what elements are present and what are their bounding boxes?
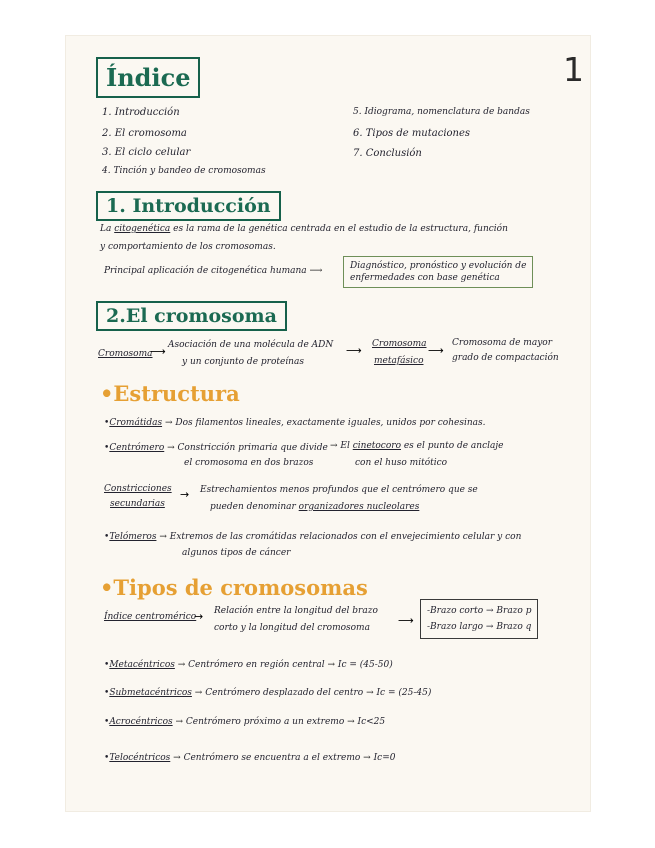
arrow-icon: ⟶	[309, 266, 323, 276]
constrictions-term-2: secundarias	[110, 499, 165, 509]
telomere-line-2: algunos tipos de cáncer	[182, 548, 291, 558]
arrow-icon: ⟶	[150, 345, 166, 358]
chromosome-title: 2.El cromosoma	[96, 301, 287, 331]
intro-title: 1. Introducción	[96, 191, 281, 221]
centromere-line-1: •Centrómero → Constricción primaria que divide	[104, 443, 328, 453]
kinetochore-line-2: con el huso mitótico	[355, 458, 448, 468]
application-box: Diagnóstico, pronóstico y evolución de enfermedades con base genética	[343, 256, 533, 288]
arrow-icon: ⟶	[346, 344, 362, 357]
type-metacentric: •Metacéntricos → Centrómero en región central → Ic = (45-50)	[104, 660, 393, 670]
constrictions-term-1: Constricciones	[104, 484, 172, 494]
index-item-3: 3. El ciclo celular	[102, 147, 191, 158]
application-label: Principal aplicación de citogenética humana ⟶	[104, 266, 323, 276]
constrictions-line-2: pueden denominar organizadores nucleolares	[210, 502, 420, 512]
metaphase-chromosome-2: metafásico	[374, 356, 424, 366]
index-item-2: 2. El cromosoma	[102, 128, 187, 139]
index-item-4: 4. Tinción y bandeo de cromosomas	[102, 166, 266, 176]
index-item-6: 6. Tipos de mutaciones	[353, 128, 471, 139]
arrow-icon: ⟶	[428, 344, 444, 357]
citogenetica-term: citogenética	[114, 224, 171, 234]
page-number: 1	[563, 50, 584, 89]
index-item-5: 5. Idiograma, nomenclatura de bandas	[353, 107, 530, 117]
centromeric-index-def-1: Relación entre la longitud del brazo	[214, 606, 378, 616]
type-telocentric: •Telocéntricos → Centrómero se encuentra a el extremo → Ic=0	[104, 753, 396, 763]
chromatids-line: •Cromátidas → Dos filamentos lineales, exactamente iguales, unidos por cohesinas.	[104, 418, 486, 428]
telomere-line-1: •Telómeros → Extremos de las cromátidas relacionados con el envejecimiento celular y con	[104, 532, 522, 542]
type-acrocentric: •Acrocéntricos → Centrómero próximo a un extremo → Ic<25	[104, 717, 386, 727]
type-submetacentric: •Submetacéntricos → Centrómero desplazado del centro → Ic = (25-45)	[104, 688, 432, 698]
types-title: •Tipos de cromosomas	[100, 575, 368, 600]
chromosome-def-2: y un conjunto de proteínas	[182, 357, 304, 367]
intro-line-2: y comportamiento de los cromosomas.	[100, 242, 276, 252]
condensed-1: Cromosoma de mayor	[452, 338, 553, 348]
structure-title: •Estructura	[100, 381, 240, 406]
arrow-icon: ⟶	[398, 614, 414, 627]
metaphase-chromosome-1: Cromosoma	[372, 339, 427, 349]
centromeric-index-def-2: corto y la longitud del cromosoma	[214, 623, 370, 633]
index-title: Índice	[96, 57, 200, 98]
chromosome-def-1: Asociación de una molécula de ADN	[168, 340, 334, 350]
kinetochore-line-1: → El cinetocoro es el punto de anclaje	[330, 441, 504, 451]
constrictions-line-1: Estrechamientos menos profundos que el centrómero que se	[200, 485, 478, 495]
centromere-line-2: el cromosoma en dos brazos	[184, 458, 314, 468]
index-item-7: 7. Conclusión	[353, 148, 422, 159]
cromosoma-term: Cromosoma	[98, 349, 153, 359]
condensed-2: grado de compactación	[452, 353, 559, 363]
intro-line-1: La citogenética es la rama de la genética centrada en el estudio de la estructura, función	[100, 224, 508, 234]
centromeric-index-term: Índice centromérico	[104, 612, 197, 622]
arrow-icon: →	[194, 610, 204, 623]
index-item-1: 1. Introducción	[102, 107, 180, 118]
arrow-icon: →	[180, 488, 190, 501]
arms-box: -Brazo corto → Brazo p -Brazo largo → Brazo q	[420, 599, 538, 639]
